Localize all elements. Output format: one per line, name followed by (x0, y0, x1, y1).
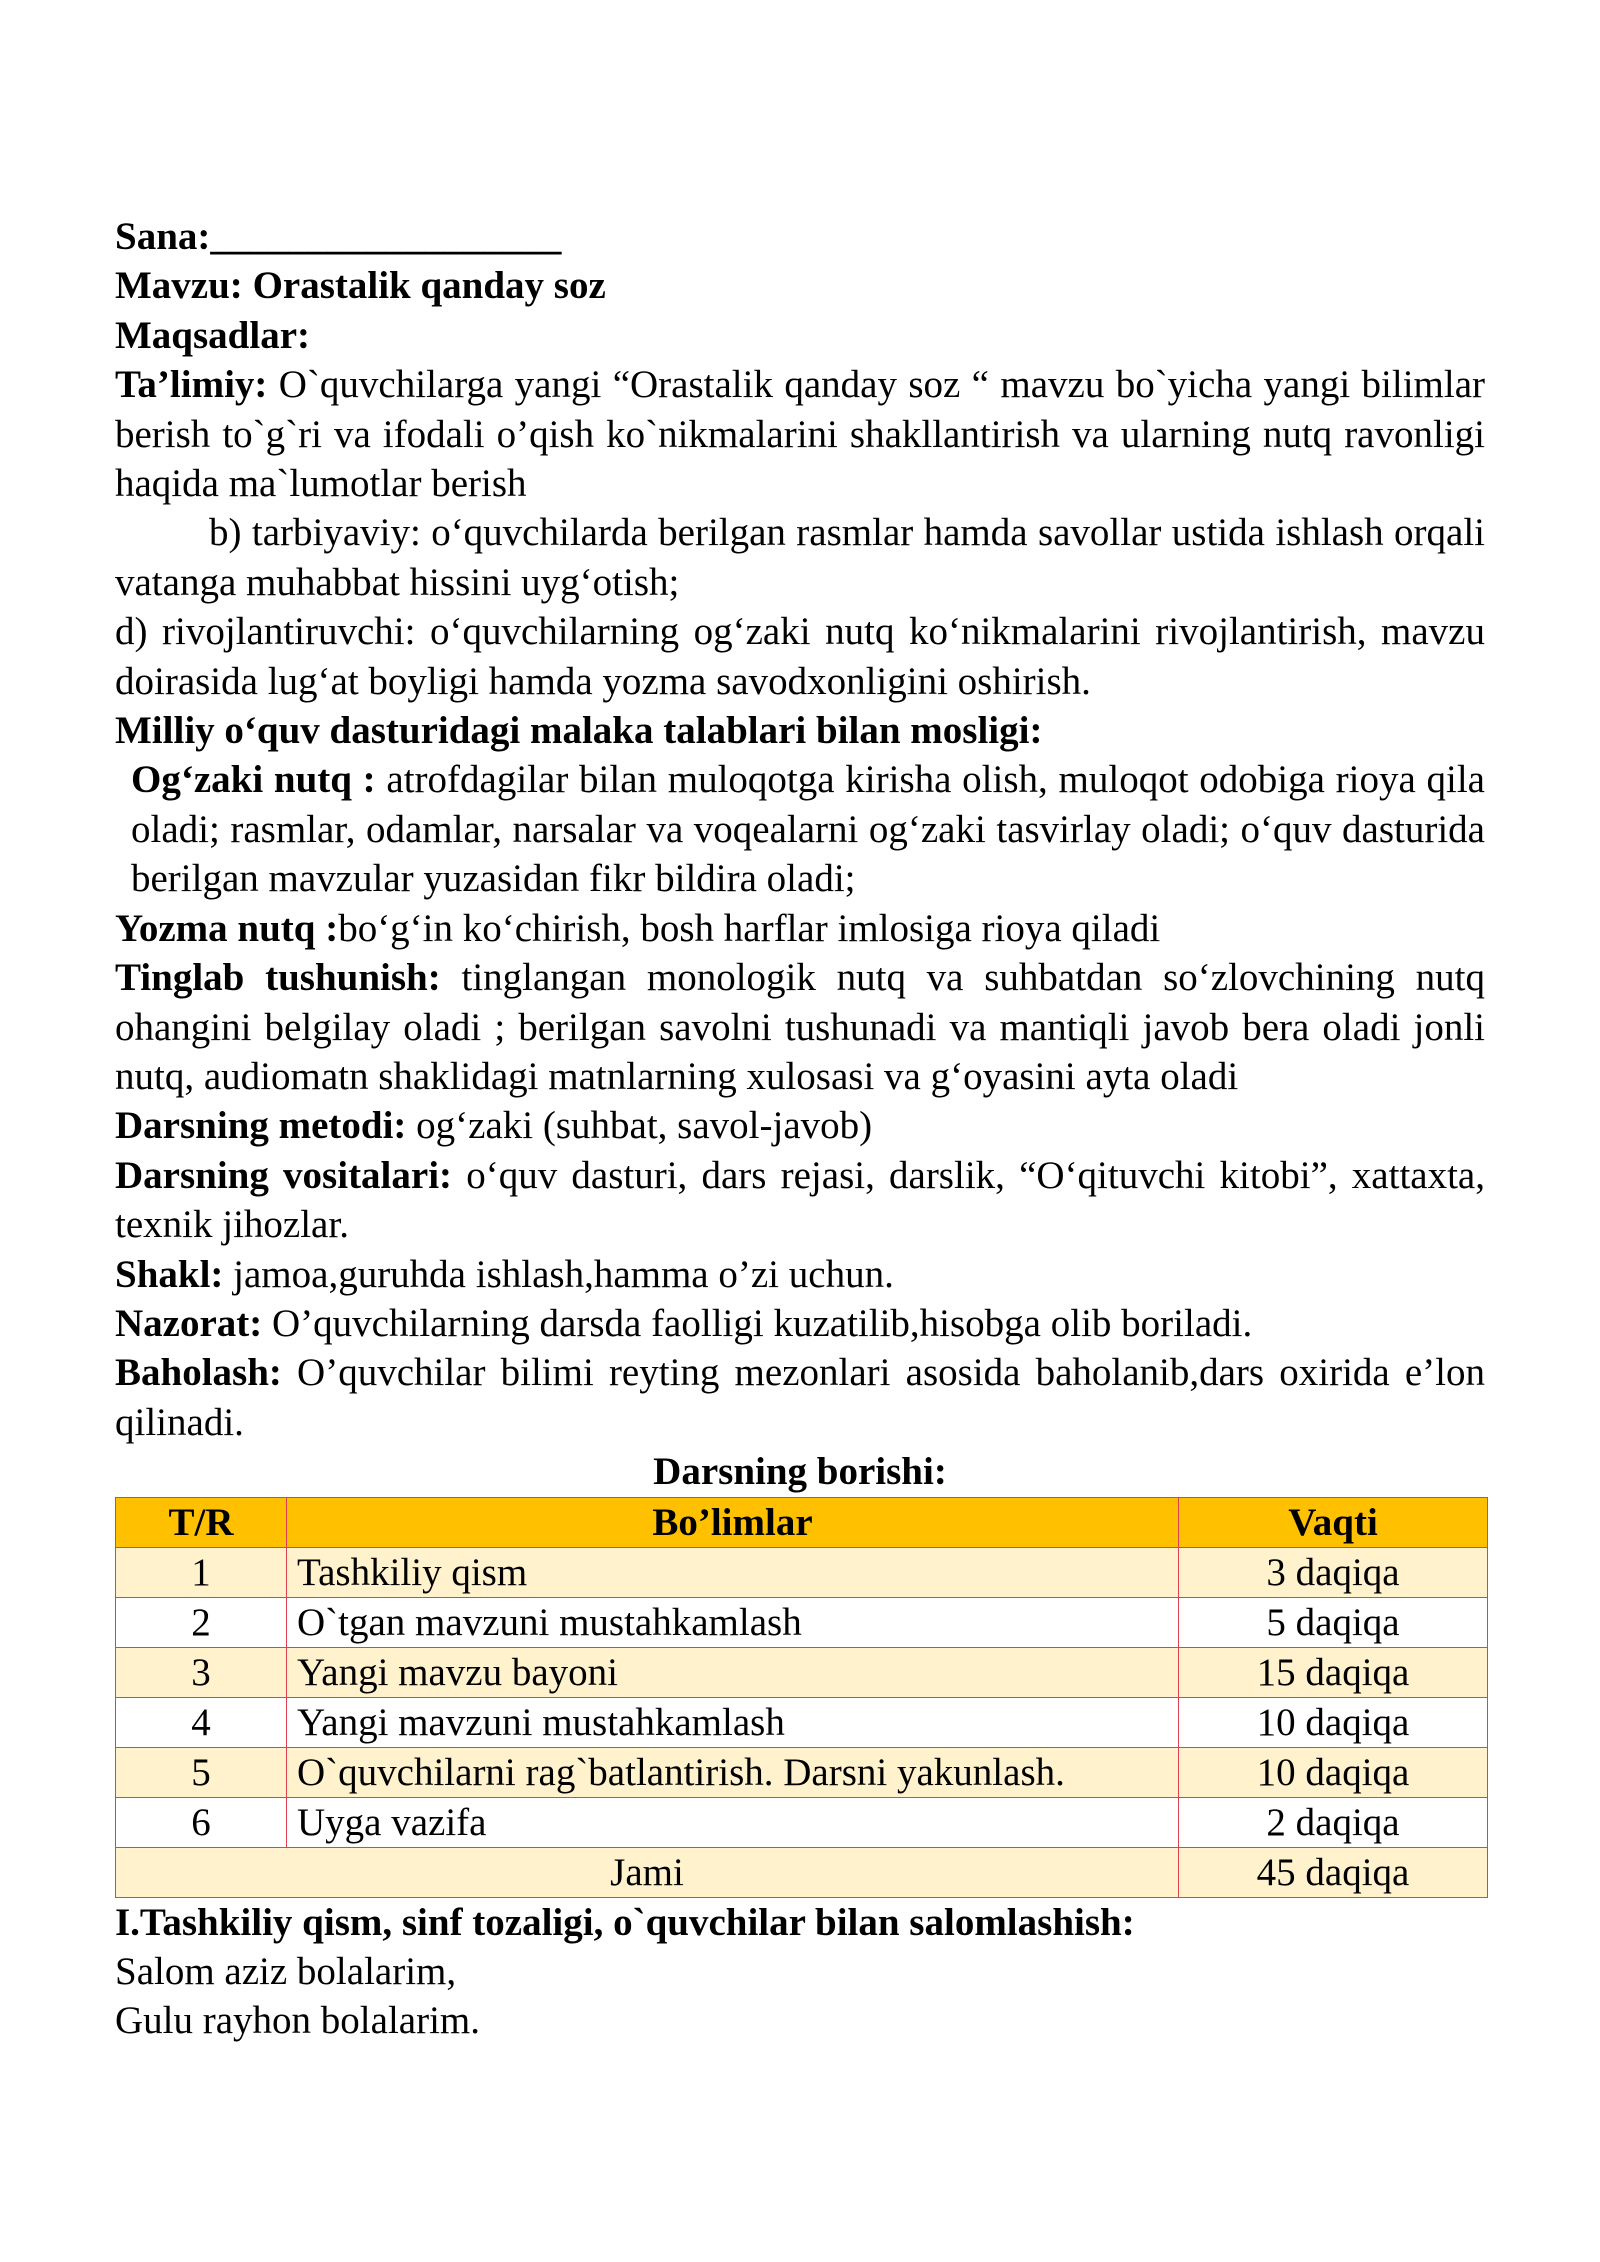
method-label: Darsning metodi: (115, 1104, 407, 1148)
form-label: Shakl: (115, 1252, 224, 1296)
header-sections: Bo’limlar (287, 1497, 1179, 1547)
row-time: 10 daqiqa (1179, 1747, 1488, 1797)
tools-text: o‘quv dasturi, dars rejasi, darslik, “O‘qituvchi kitobi”, xattaxta, texnik jihozlar. (115, 1153, 1485, 1247)
educational-text: O`quvchilarga yangi “Orastalik qanday soz “ mavzu bo`yicha yangi bilimlar berish to`g`ri va ifodali o’qish ko`nikmalarini shakllantirish va ularning nutq ravonligi haqida ma`lumotlar berish (115, 363, 1485, 506)
row-number: 3 (116, 1647, 287, 1697)
method-text: og‘zaki (suhbat, savol-javob) (406, 1104, 873, 1148)
assessment-text: O’quvchilar bilimi reyting mezonlari asosida baholanib,dars oxirida e’lon qilinadi. (115, 1351, 1485, 1444)
greeting-line-1: Salom aziz bolalarim, (115, 1949, 457, 1993)
oral-text: atrofdagilar bilan muloqotga kirisha olish, muloqot odobiga rioya qila oladi; rasmlar, odamlar, narsalar va voqealarni og‘zaki tasvirlay oladi; o‘quv dasturida berilgan mavzular yuzasidan fikr bildira oladi; (131, 758, 1485, 901)
written-speech (115, 904, 1485, 953)
method-line (115, 1101, 1485, 1150)
row-time: 3 daqiqa (1179, 1547, 1488, 1597)
table-row (116, 1797, 1488, 1847)
date-blank: __________________ (210, 215, 562, 258)
row-section: Yangi mavzu bayoni (287, 1647, 1179, 1697)
assessment-label: Baholash: (115, 1351, 282, 1395)
table-total-row (116, 1847, 1488, 1897)
table-header-row (116, 1497, 1488, 1547)
row-number: 4 (116, 1697, 287, 1747)
oral-label: Og‘zaki nutq : (131, 758, 376, 802)
lesson-flow-title: Darsning borishi: (653, 1450, 947, 1494)
row-section: O`tgan mavzuni mustahkamlash (287, 1597, 1179, 1647)
total-label: Jami (116, 1847, 1179, 1897)
row-number: 2 (116, 1597, 287, 1647)
control-line (115, 1299, 1485, 1348)
upbringing-goal: b) tarbiyaviy: o‘quvchilarda berilgan rasmlar hamda savollar ustida ishlash orqali vatanga muhabbat hissini uyg‘otish; (115, 511, 1485, 604)
greeting-line-2: Gulu rayhon bolalarim. (115, 1999, 480, 2043)
total-time: 45 daqiqa (1179, 1847, 1488, 1897)
lesson-plan-table (115, 1497, 1488, 1898)
form-line (115, 1250, 1485, 1299)
table-row (116, 1647, 1488, 1697)
control-text: O’quvchilarning darsda faolligi kuzatilib,hisobga olib boriladi. (262, 1301, 1253, 1345)
goals-heading: Maqsadlar: (115, 313, 310, 357)
row-section: O`quvchilarni rag`batlantirish. Darsni yakunlash. (287, 1747, 1179, 1797)
written-label: Yozma nutq : (115, 906, 339, 950)
header-time: Vaqti (1179, 1497, 1488, 1547)
row-number: 5 (116, 1747, 287, 1797)
listening-text: tinglangan monologik nutq va suhbatdan so‘zlovchining nutq ohangini belgilay oladi ; berilgan savolni tushunadi va mantiqli javob bera oladi jonli nutq, audiomatn shaklidagi matnlarning xulosasi va g‘oyasini ayta oladi (115, 956, 1485, 1098)
table-row (116, 1597, 1488, 1647)
listening-label: Tinglab tushunish: (115, 956, 441, 1000)
row-time: 10 daqiqa (1179, 1697, 1488, 1747)
date-line (115, 212, 1485, 261)
row-section: Yangi mavzuni mustahkamlash (287, 1697, 1179, 1747)
row-time: 5 daqiqa (1179, 1597, 1488, 1647)
date-label: Sana: (115, 215, 211, 258)
row-time: 15 daqiqa (1179, 1647, 1488, 1697)
assessment-line (115, 1348, 1485, 1447)
control-label: Nazorat: (115, 1301, 263, 1345)
form-text: jamoa,guruhda ishlash,hamma o’zi uchun. (223, 1252, 894, 1296)
written-text: bo‘g‘in ko‘chirish, bosh harflar imlosiga rioya qiladi (338, 906, 1161, 950)
row-number: 1 (116, 1547, 287, 1597)
tools-label: Darsning vositalari: (115, 1153, 453, 1197)
listening-comprehension (115, 953, 1485, 1101)
part-one-heading: I.Tashkiliy qism, sinf tozaligi, o`quvchilar bilan salomlashish: (115, 1900, 1135, 1944)
row-section: Tashkiliy qism (287, 1547, 1179, 1597)
document-body (115, 212, 1485, 2046)
topic-line (115, 261, 1485, 310)
table-row (116, 1697, 1488, 1747)
educational-goal (115, 360, 1485, 508)
educational-label: Ta’limiy: (115, 363, 268, 407)
standards-heading: Milliy o‘quv dasturidagi malaka talablari bilan mosligi: (115, 709, 1043, 753)
table-row (116, 1547, 1488, 1597)
row-number: 6 (116, 1797, 287, 1847)
row-section: Uyga vazifa (287, 1797, 1179, 1847)
tools-line (115, 1151, 1485, 1250)
topic-label: Mavzu: (115, 264, 243, 308)
oral-speech (115, 755, 1485, 903)
header-number: T/R (116, 1497, 287, 1547)
developmental-goal: d) rivojlantiruvchi: o‘quvchilarning og‘zaki nutq ko‘nikmalarini rivojlantirish, mavzu doirasida lug‘at boyligi hamda yozma savodxonligini oshirish. (115, 610, 1485, 703)
table-row (116, 1747, 1488, 1797)
topic-title: Orastalik qanday soz (252, 264, 606, 308)
row-time: 2 daqiqa (1179, 1797, 1488, 1847)
